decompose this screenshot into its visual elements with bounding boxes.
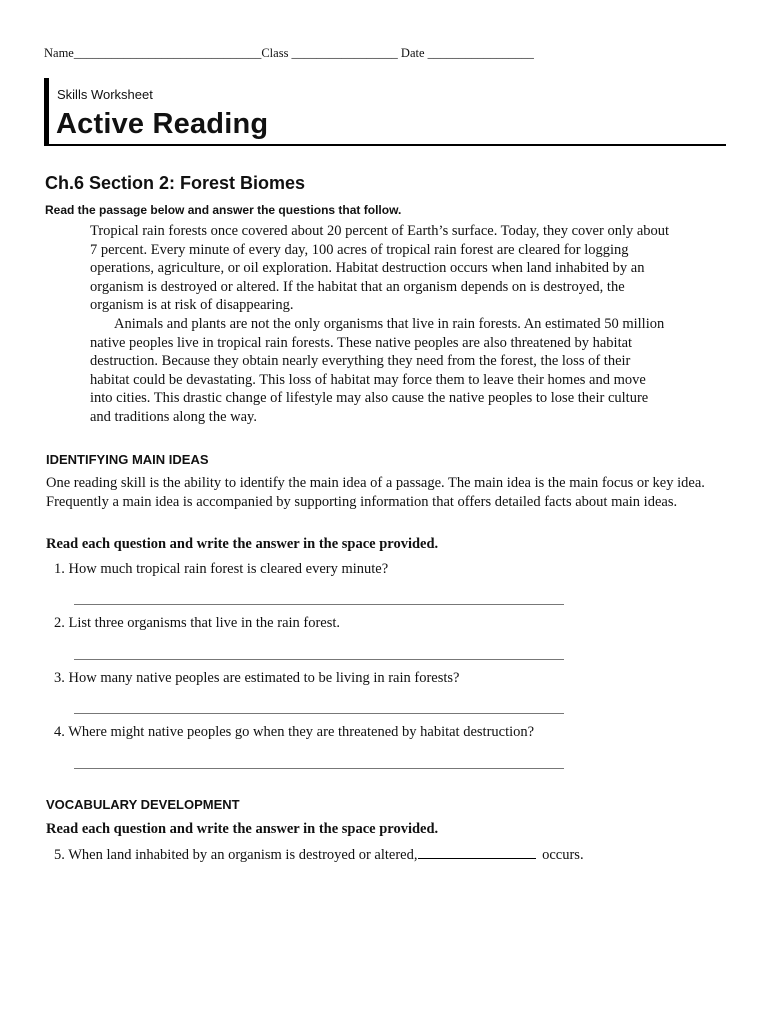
question-5-text: 5. When land inhabited by an organism is destroyed or altered,: [54, 847, 418, 863]
passage-paragraph-2: Animals and plants are not the only organisms that live in rain forests. An estimated 50 million native peoples live in tropical rain forests. These native peoples are also threatened by habitat destruction. Because they obtain nearly everything they need from the forest, the loss of their habitat could be devastating. This loss of habitat may force them to leave their homes and move into cities. This drastic change of lifestyle may also cause the native peoples to lose their culture and traditions along the way.: [90, 315, 665, 425]
question-3: 3. How many native peoples are estimated to be living in rain forests?: [54, 670, 460, 686]
section-title: Ch.6 Section 2: Forest Biomes: [45, 173, 306, 193]
answer-line-3[interactable]: [74, 713, 564, 714]
answer-line-2[interactable]: [74, 659, 564, 660]
vocabulary-heading: VOCABULARY DEVELOPMENT: [46, 797, 240, 812]
answer-line-1[interactable]: [74, 604, 564, 605]
answer-line-4[interactable]: [74, 768, 564, 769]
question-2: 2. List three organisms that live in the rain forest.: [54, 615, 341, 631]
main-ideas-description: One reading skill is the ability to identify the main idea of a passage. The main idea is the main focus or key idea. Frequently a main idea is accompanied by supporting information that offers detailed facts about main ideas.: [46, 475, 705, 510]
vocabulary-instruction: Read each question and write the answer in the space provided.: [46, 821, 439, 837]
questions-instruction: Read each question and write the answer in the space provided.: [46, 536, 439, 552]
reading-passage: [90, 222, 670, 427]
page-title: Active Reading: [56, 108, 269, 140]
main-ideas-heading: IDENTIFYING MAIN IDEAS: [46, 452, 209, 467]
passage-paragraph-1: Tropical rain forests once covered about 20 percent of Earth’s surface. Today, they cover only about 7 percent. Every minute of every day, 100 acres of tropical rain forest are cleared for logging operations, agriculture, or oil exploration. Habitat destruction occurs when land inhabited by an organism is destroyed or altered. If the habitat that an organism depends on is destroyed, the organism is at risk of disappearing.: [90, 223, 670, 314]
question-4: 4. Where might native peoples go when they are threatened by habitat destruction?: [54, 724, 535, 740]
title-block: [44, 78, 726, 146]
title-underline: [44, 144, 726, 146]
question-5-blank[interactable]: [418, 845, 536, 859]
question-5: [54, 845, 584, 864]
passage-instruction: Read the passage below and answer the questions that follow.: [45, 203, 402, 217]
question-5-ending: occurs.: [538, 847, 584, 863]
name-class-date-line: Name______________________________Class _________________ Date _________________: [44, 46, 534, 60]
skills-worksheet-label: Skills Worksheet: [57, 87, 153, 102]
question-1: 1. How much tropical rain forest is cleared every minute?: [54, 561, 389, 577]
title-left-bar: [44, 78, 49, 146]
